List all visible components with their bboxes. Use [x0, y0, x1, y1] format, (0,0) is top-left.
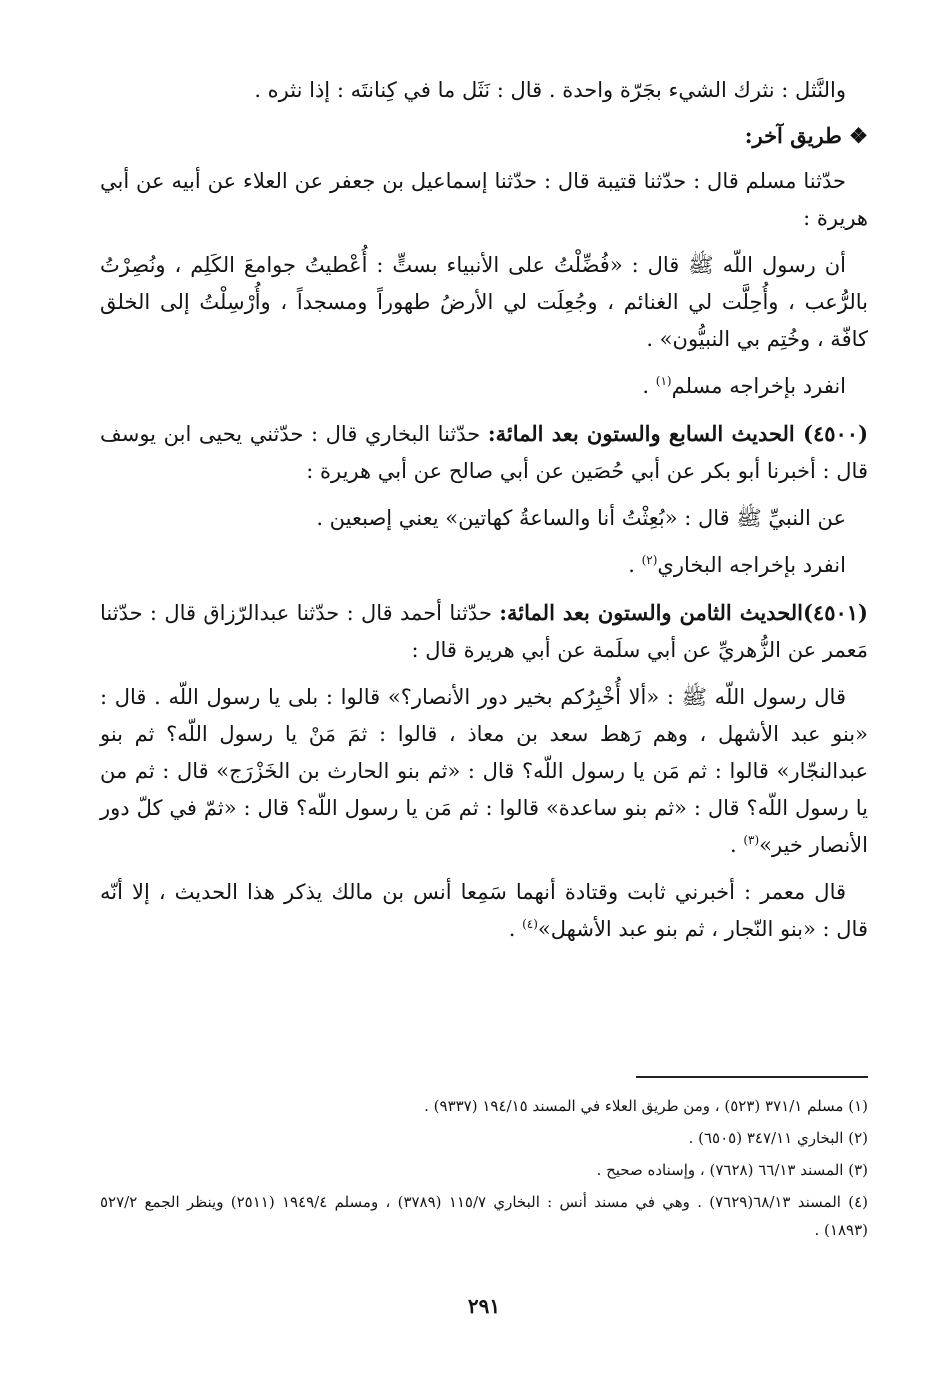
footnote-3: (٣) المسند ٦٦/١٣ (٧٦٢٨) ، وإسناده صحيح .: [596, 1161, 868, 1179]
footnote-ref-4: (٤): [522, 917, 538, 931]
attribution-muslim: انفرد بإخراجه مسلم$^{(١)}$ .: [642, 374, 846, 398]
footnote-ref-3: (٣): [743, 833, 760, 847]
footnote-ref-1: (١): [655, 374, 672, 388]
isnad-muslim: حدّثنا مسلم قال : حدّثنا قتيبة قال : حدّثنا إسماعيل بن جعفر عن العلاء عن أبيه عن أبي هريرة :: [100, 169, 868, 230]
hadith-4501-heading: (٤٥٠١)الحديث الثامن والستون بعد المائة:: [499, 600, 868, 625]
page-number: ٢٩١: [467, 1294, 501, 1318]
footnote-1: (١) مسلم ٣٧١/١ (٥٢٣) ، ومن طريق العلاء في المسند ١٩٤/١٥ (٩٣٣٧) .: [424, 1097, 868, 1115]
footnote-2: (٢) البخاري ٣٤٧/١١ (٦٥٠٥) .: [688, 1129, 868, 1147]
hadith-text-fudiltu: أن رسول اللّه ﷺ قال : «فُضِّلْتُ على الأنبياء بستٍّ : أُعْطيتُ جوامعَ الكَلِم ، ونُصِرْتُ بالرُّعب ، وأُحِلَّت لي الغنائم ، وجُعِلَت لي الأرضُ طهوراً ومسجداً ، وأُرْسِلْتُ إلى الخلق كافّة ، وخُتِم بي النبيُّون» .: [100, 253, 868, 351]
section-heading-another-route: ❖ طريق آخر:: [744, 123, 868, 148]
hadith-4501-text: قال رسول اللّه ﷺ : «ألا أُخْبِرُكم بخير دور الأنصار؟» قالوا : بلى يا رسول اللّه . قال : «بنو عبد الأشهل ، وهم رَهط سعد بن معاذ ، قالوا : ثمَ مَنْ يا رسول اللّه؟ ثم بنو عبدالنجّار» قالوا : ثم مَن يا رسول اللّه؟ قال : «ثم بنو الحارث بن الخَزْرَج» قال : ثم من يا رسول اللّه؟ قال : «ثم بنو ساعدة» قالوا : ثم مَن يا رسول اللّه؟ قال : «ثمّ في كلّ دور الأنصار خير»$^{(٣)}$ .: [100, 685, 869, 857]
hadith-4500-header: [100, 415, 868, 490]
hadith-4501-mamar: قال معمر : أخبرني ثابت وقتادة أنهما سَمِعا أنس بن مالك يذكر هذا الحديث ، إلا أنّه قال : «بنو النّجار ، ثم بنو عبد الأشهل»$^{(٤)}$ .: [100, 880, 868, 941]
hadith-4501-header: [100, 594, 868, 669]
attribution-text: انفرد بإخراجه مسلم: [671, 374, 846, 398]
hadith-4500-attribution: انفرد بإخراجه البخاري$^{(٢)}$ .: [628, 553, 846, 577]
paragraph-nathl: والنَّثل : نثرك الشيء بجَرّة واحدة . قال : نَثَل ما في كِنانتَه : إذا نثره .: [254, 78, 846, 102]
page-body: [100, 72, 868, 1352]
footnote-4: (٤) المسند ٦٨/١٣(٧٦٢٩) . وهي في مسند أنس : البخاري ١١٥/٧ (٣٧٨٩) ، ومسلم ١٩٤٩/٤ (٢٥١١) وينظر الجمع ٥٢٧/٢ (١٨٩٣) .: [100, 1193, 869, 1239]
hadith-4501-intro: حدّثنا أحمد قال : حدّثنا عبدالرّزاق قال : حدّثنا مَعمر عن الزُّهريِّ عن أبي سلَمة عن أبي هريرة قال :: [100, 601, 868, 662]
hadith-4500-text: عن النبيِّ ﷺ قال : «بُعِثْتُ أنا والساعةُ كهاتين» يعني إصبعين .: [316, 506, 846, 530]
footnotes: [100, 1092, 868, 1248]
hadith-4500-heading: (٤٥٠٠) الحديث السابع والستون بعد المائة:: [487, 421, 868, 446]
hadith-4500-intro: حدّثنا البخاري قال : حدّثني يحيى ابن يوسف قال : أخبرنا أبو بكر عن أبي حُصَين عن أبي صالح عن أبي هريرة :: [100, 422, 868, 483]
footnote-divider: [636, 1076, 868, 1078]
footnote-ref-2: (٢): [641, 553, 658, 567]
